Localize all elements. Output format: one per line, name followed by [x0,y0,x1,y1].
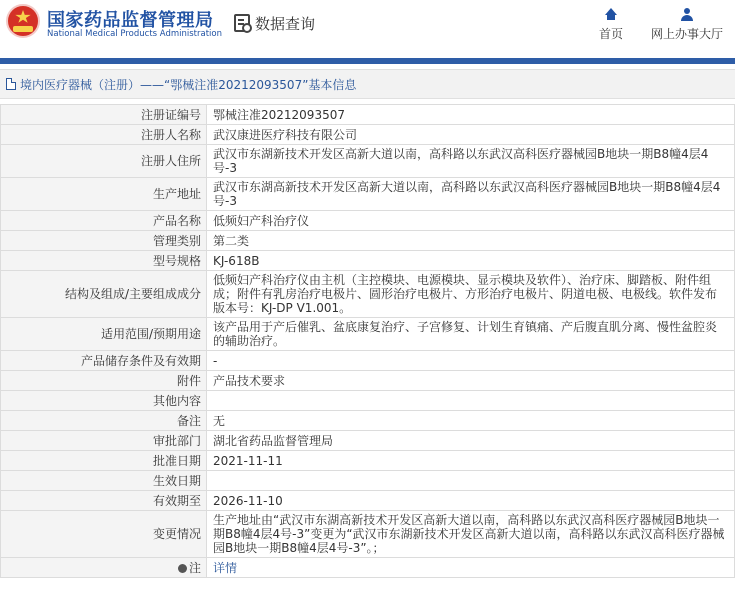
field-label: 适用范围/预期用途 [1,318,207,351]
note-label: 注 [188,560,201,575]
national-emblem-logo[interactable] [6,4,40,38]
field-label: 其他内容 [1,391,207,411]
field-value [207,391,735,411]
registration-detail-table [0,104,735,578]
field-value: 无 [207,411,735,431]
field-value: 武汉市东湖新技术开发区高新大道以南，高科路以东武汉高科医疗器械园B地块一期B8幢4层4号-3 [207,145,735,178]
table-row [1,451,735,471]
field-value: 产品技术要求 [207,371,735,391]
field-value: KJ-618B [207,251,735,271]
field-label: 生效日期 [1,471,207,491]
table-row [1,471,735,491]
nav-home[interactable] [592,8,630,42]
field-value: 武汉市东湖高新技术开发区高新大道以南，高科路以东武汉高科医疗器械园B地块一期B8幢4层4号-3 [207,178,735,211]
field-value: 该产品用于产后催乳、盆底康复治疗、子宫修复、计划生育镇痛、产后腹直肌分离、慢性盆腔炎的辅助治疗。 [207,318,735,351]
field-value: - [207,351,735,371]
table-row [1,318,735,351]
table-row [1,411,735,431]
field-label: 变更情况 [1,511,207,558]
field-value [207,558,735,578]
field-value: 湖北省药品监督管理局 [207,431,735,451]
field-label: 管理类别 [1,231,207,251]
header-divider [0,58,735,64]
field-label [1,558,207,578]
field-value: 低频妇产科治疗仪由主机（主控模块、电源模块、显示模块及软件）、治疗床、脚踏板、附件组成；附件有乳房治疗电极片、圆形治疗电极片、方形治疗电极片、阴道电极、电极线。软件发布版本号：KJ-DP V1.001。 [207,271,735,318]
field-value [207,471,735,491]
site-header [0,0,735,58]
note-icon [178,564,187,573]
data-query-icon [234,14,250,32]
field-label: 审批部门 [1,431,207,451]
table-row [1,371,735,391]
document-icon [6,78,16,90]
field-value: 武汉康进医疗科技有限公司 [207,125,735,145]
data-query-label: 数据查询 [255,14,316,33]
table-row [1,145,735,178]
field-label: 注册证编号 [1,105,207,125]
table-row [1,178,735,211]
field-label: 备注 [1,411,207,431]
field-label: 附件 [1,371,207,391]
nav-online-service-label: 网上办事大厅 [650,27,723,41]
nav-home-label: 首页 [598,27,623,41]
record-title-bar [0,69,735,99]
field-label: 有效期至 [1,491,207,511]
agency-name-cn[interactable]: 国家药品监督管理局 [47,10,214,31]
field-label: 批准日期 [1,451,207,471]
agency-name-en[interactable]: National Medical Products Administration [47,29,222,39]
table-row [1,125,735,145]
home-icon [605,8,617,21]
table-row [1,391,735,411]
field-label: 型号规格 [1,251,207,271]
field-value: 第二类 [207,231,735,251]
table-row [1,231,735,251]
note-row [1,558,735,578]
field-label: 注册人住所 [1,145,207,178]
field-value: 2021-11-11 [207,451,735,471]
field-value: 2026-11-10 [207,491,735,511]
table-row [1,511,735,558]
nav-online-service[interactable] [648,8,726,42]
table-row [1,431,735,451]
field-label: 生产地址 [1,178,207,211]
table-row [1,491,735,511]
field-label: 注册人名称 [1,125,207,145]
field-value: 鄂械注准20212093507 [207,105,735,125]
user-icon [681,8,693,21]
table-row [1,105,735,125]
data-query-link[interactable] [234,11,315,35]
field-label: 产品名称 [1,211,207,231]
record-title: 境内医疗器械（注册）——“鄂械注准20212093507”基本信息 [20,77,357,92]
table-row [1,211,735,231]
field-label: 产品储存条件及有效期 [1,351,207,371]
table-row [1,271,735,318]
field-label: 结构及组成/主要组成成分 [1,271,207,318]
table-row [1,251,735,271]
field-value: 低频妇产科治疗仪 [207,211,735,231]
details-link[interactable]: 详情 [213,560,238,575]
field-value: 生产地址由“武汉市东湖高新技术开发区高新大道以南，高科路以东武汉高科医疗器械园B地块一期B8幢4层4号-3”变更为“武汉市东湖新技术开发区高新大道以南，高科路以东武汉高科医疗器械园B地块一期B8幢4层4号-3”。； [207,511,735,558]
table-row [1,351,735,371]
